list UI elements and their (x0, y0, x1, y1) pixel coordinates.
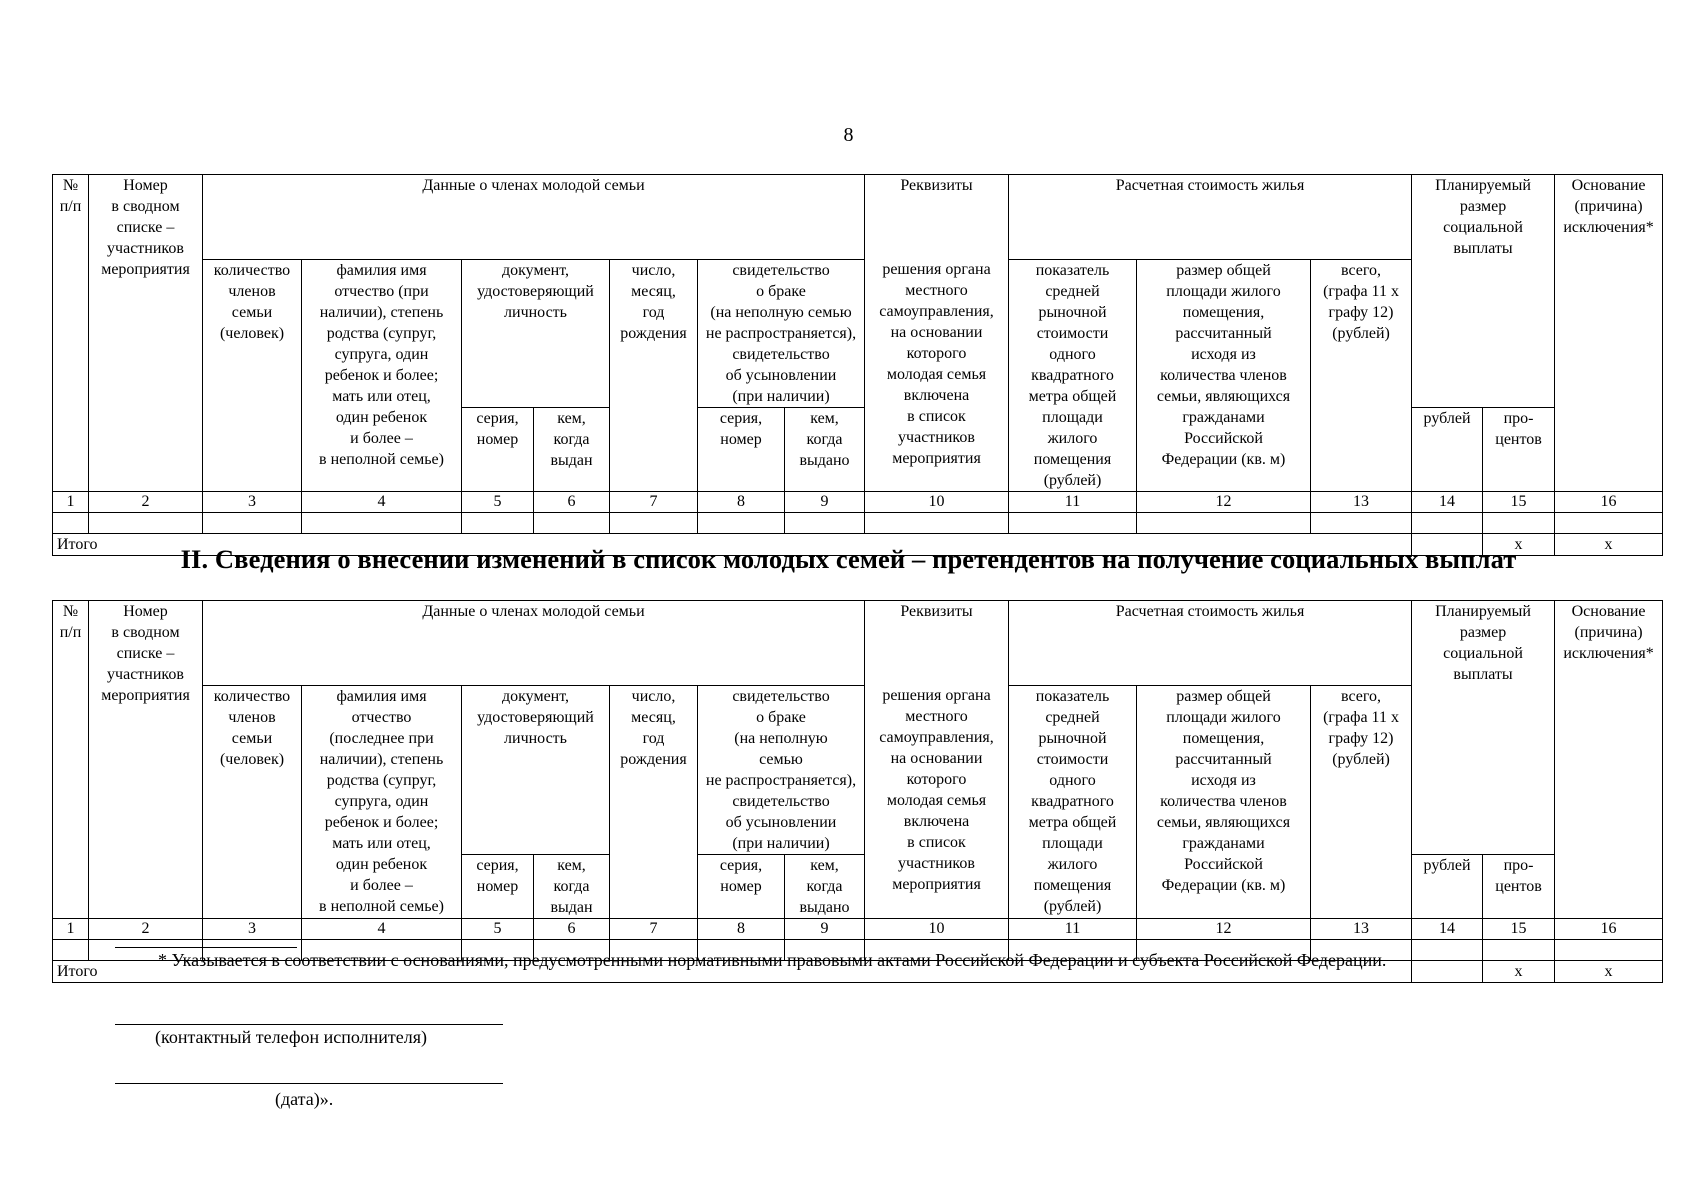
col-num: 16 (1555, 918, 1663, 939)
header-fio: фамилия имя отчество (последнее при наличии), степень родства (супруг, супруга, один ребенок и более; мать или отец, один ребенок и более – в неполной семье) (302, 685, 462, 918)
date-signature-caption: (дата)». (275, 1089, 334, 1109)
header-rubles: рублей (1412, 407, 1483, 491)
total-percent-x: х (1483, 960, 1555, 982)
col-num: 6 (534, 491, 610, 512)
col-num: 4 (302, 491, 462, 512)
header-issued-by: кем, когда выдан (534, 407, 610, 491)
header-area: размер общей площади жилого помещения, рассчитанный исходя из количества членов семьи, являющихся гражданами Российской Федерации (кв. м) (1137, 259, 1311, 491)
header-id-doc: документ, удостоверяющий личность (462, 259, 610, 407)
header-rubles: рублей (1412, 854, 1483, 918)
header-members-count: количество членов семьи (человек) (203, 259, 302, 491)
col-num: 5 (462, 918, 534, 939)
col-num: 6 (534, 918, 610, 939)
total-label: Итого (53, 533, 1412, 555)
header-list-number: Номер в сводном списке – участников мероприятия (89, 175, 203, 492)
header-id-doc: документ, удостоверяющий личность (462, 685, 610, 854)
column-numbers-row (53, 491, 1663, 512)
total-reason-x: х (1555, 960, 1663, 982)
empty-row (53, 512, 1663, 533)
changes-table (52, 600, 1663, 983)
total-reason-x: х (1555, 533, 1663, 555)
header-requisites-title: Реквизиты (865, 601, 1009, 686)
header-reason: Основание (причина) исключения* (1555, 175, 1663, 492)
col-num: 12 (1137, 491, 1311, 512)
col-num: 5 (462, 491, 534, 512)
header-percent: про- центов (1483, 407, 1555, 491)
phone-signature-line (115, 1024, 503, 1025)
header-cost-group: Расчетная стоимость жилья (1009, 601, 1412, 686)
header-cert-series-number: серия, номер (698, 407, 785, 491)
col-num: 16 (1555, 491, 1663, 512)
section-title: II. Сведения о внесении изменений в список молодых семей – претендентов на получение социальных выплат (180, 544, 1517, 574)
header-num: № п/п (53, 175, 89, 492)
header-fio: фамилия имя отчество (при наличии), степень родства (супруг, супруга, один ребенок и более; мать или отец, один ребенок и более – в неполной семье) (302, 259, 462, 491)
header-area: размер общей площади жилого помещения, рассчитанный исходя из количества членов семьи, являющихся гражданами Российской Федерации (кв. м) (1137, 685, 1311, 918)
page-number: 8 (843, 124, 854, 146)
families-table (52, 174, 1663, 556)
header-family-group: Данные о членах молодой семьи (203, 175, 865, 260)
col-num: 13 (1311, 918, 1412, 939)
header-payment-spacer (1412, 685, 1555, 854)
total-label: Итого (53, 960, 1412, 982)
header-series-number: серия, номер (462, 407, 534, 491)
col-num: 7 (610, 491, 698, 512)
col-num: 8 (698, 491, 785, 512)
column-numbers-row (53, 918, 1663, 939)
header-family-group: Данные о членах молодой семьи (203, 601, 865, 686)
header-cost-group: Расчетная стоимость жилья (1009, 175, 1412, 260)
header-members-count: количество членов семьи (человек) (203, 685, 302, 918)
total-rubles-cell (1412, 960, 1483, 982)
header-issued-by: кем, когда выдан (534, 854, 610, 918)
col-num: 1 (53, 918, 89, 939)
header-marriage-cert: свидетельство о браке (на неполную семью не распространяется), свидетельство об усыновлении (при наличии) (698, 259, 865, 407)
header-birth-date: число, месяц, год рождения (610, 259, 698, 491)
col-num: 7 (610, 918, 698, 939)
col-num: 11 (1009, 491, 1137, 512)
col-num: 11 (1009, 918, 1137, 939)
phone-signature-caption: (контактный телефон исполнителя) (155, 1027, 427, 1047)
header-requisites: решения органа местного самоуправления, на основании которого молодая семья включена в список участников мероприятия (865, 259, 1009, 491)
col-num: 12 (1137, 918, 1311, 939)
footnote-divider (115, 947, 297, 948)
header-cert-issued-by: кем, когда выдано (785, 407, 865, 491)
header-payment-spacer (1412, 259, 1555, 407)
header-avg-price: показатель средней рыночной стоимости одного квадратного метра общей площади жилого помещения (рублей) (1009, 259, 1137, 491)
total-percent-x: х (1483, 533, 1555, 555)
col-num: 2 (89, 918, 203, 939)
header-list-number: Номер в сводном списке – участников мероприятия (89, 601, 203, 919)
col-num: 10 (865, 491, 1009, 512)
header-marriage-cert: свидетельство о браке (на неполную семью не распространяется), свидетельство об усыновлении (при наличии) (698, 685, 865, 854)
col-num: 15 (1483, 491, 1555, 512)
header-series-number: серия, номер (462, 854, 534, 918)
header-total-cost: всего, (графа 11 х графу 12) (рублей) (1311, 259, 1412, 491)
col-num: 8 (698, 918, 785, 939)
header-requisites: решения органа местного самоуправления, на основании которого молодая семья включена в список участников мероприятия (865, 685, 1009, 918)
header-reason: Основание (причина) исключения* (1555, 601, 1663, 919)
col-num: 3 (203, 491, 302, 512)
col-num: 2 (89, 491, 203, 512)
header-cert-series-number: серия, номер (698, 854, 785, 918)
date-signature-line (115, 1083, 503, 1084)
header-avg-price: показатель средней рыночной стоимости одного квадратного метра общей площади жилого помещения (рублей) (1009, 685, 1137, 918)
header-percent: про- центов (1483, 854, 1555, 918)
header-cert-issued-by: кем, когда выдано (785, 854, 865, 918)
header-num: № п/п (53, 601, 89, 919)
col-num: 4 (302, 918, 462, 939)
col-num: 14 (1412, 491, 1483, 512)
col-num: 1 (53, 491, 89, 512)
header-payment-group: Планируемый размер социальной выплаты (1412, 601, 1555, 686)
col-num: 9 (785, 918, 865, 939)
header-requisites-title: Реквизиты (865, 175, 1009, 260)
col-num: 13 (1311, 491, 1412, 512)
header-payment-group: Планируемый размер социальной выплаты (1412, 175, 1555, 260)
header-birth-date: число, месяц, год рождения (610, 685, 698, 918)
col-num: 14 (1412, 918, 1483, 939)
col-num: 10 (865, 918, 1009, 939)
col-num: 9 (785, 491, 865, 512)
col-num: 3 (203, 918, 302, 939)
footnote: * Указывается в соответствии с основаниями, предусмотренными нормативными правовыми актами Российской Федерации и субъекта Российской Федерации. (158, 950, 1387, 970)
header-total-cost: всего, (графа 11 х графу 12) (рублей) (1311, 685, 1412, 918)
col-num: 15 (1483, 918, 1555, 939)
